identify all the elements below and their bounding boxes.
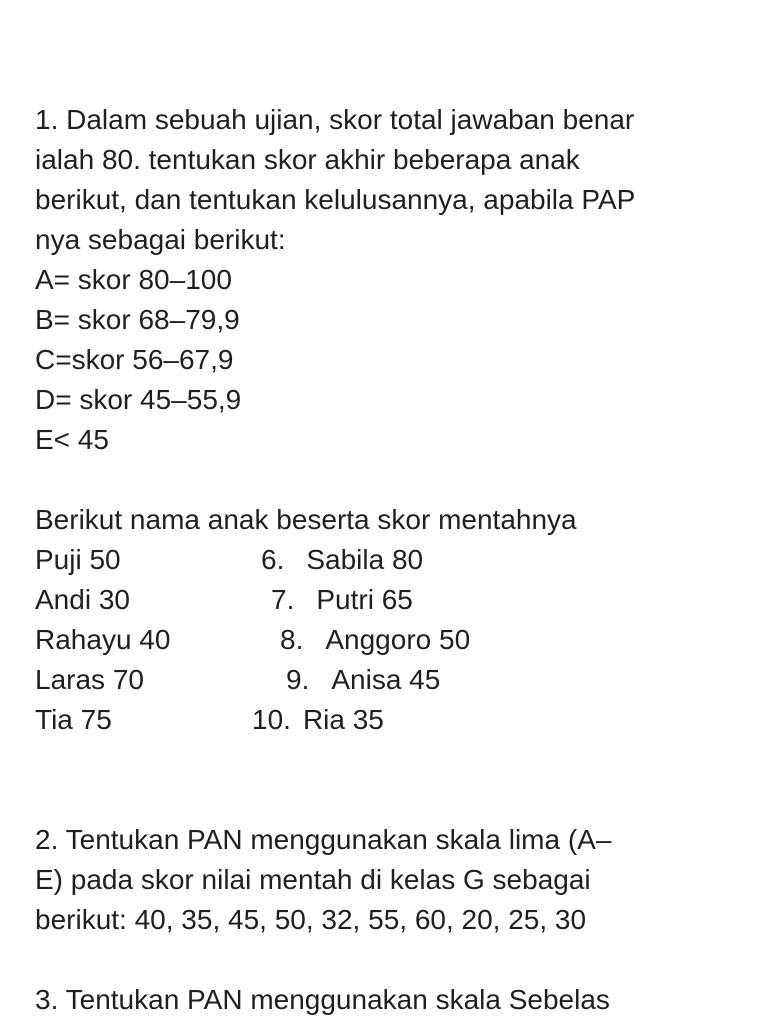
question-1-text-line: ialah 80. tentukan skor akhir beberapa anak [35, 144, 580, 175]
student-number: 6. [261, 544, 285, 575]
student-row [35, 620, 735, 660]
grade-e: E< 45 [35, 424, 109, 455]
grade-b: B= skor 68–79,9 [35, 304, 240, 335]
student-number: 7. [271, 584, 295, 615]
student-entry [286, 660, 440, 700]
student-number: 10. [252, 704, 291, 735]
student-entry [280, 620, 470, 660]
grade-d: D= skor 45–55,9 [35, 384, 242, 415]
student-entry [252, 700, 384, 740]
grade-a: A= skor 80–100 [35, 264, 232, 295]
question-2 [35, 820, 735, 940]
student-entry [261, 540, 423, 580]
student-entry: Tia 75 [35, 704, 112, 735]
student-entry: Andi 30 [35, 584, 130, 615]
question-3-text-line: 3. Tentukan PAN menggunakan skala Sebelas [35, 984, 610, 1015]
question-1 [35, 100, 735, 740]
question-1-text-line: berikut, dan tentukan kelulusannya, apabila PAP [35, 184, 636, 215]
question-2-text-line: berikut: 40, 35, 45, 50, 32, 55, 60, 20, 25, 30 [35, 904, 587, 935]
student-name-score: Ria 35 [302, 704, 384, 735]
student-name-score: Sabila 80 [306, 544, 424, 575]
student-entry: Puji 50 [35, 544, 121, 575]
student-name-score: Putri 65 [316, 584, 413, 615]
student-number: 8. [280, 624, 304, 655]
student-entry [271, 580, 413, 620]
question-1-text-line: 1. Dalam sebuah ujian, skor total jawaban benar [35, 104, 635, 135]
document-body [35, 100, 735, 1020]
students-heading: Berikut nama anak beserta skor mentahnya [35, 504, 577, 535]
question-2-text-line: E) pada skor nilai mentah di kelas G sebagai [35, 864, 591, 895]
student-name-score: Anggoro 50 [325, 624, 471, 655]
question-3 [35, 980, 735, 1020]
student-row [35, 540, 735, 580]
student-list [35, 540, 735, 740]
student-entry: Rahayu 40 [35, 624, 171, 655]
student-row [35, 580, 735, 620]
student-number: 9. [286, 664, 310, 695]
student-row [35, 700, 735, 740]
student-entry: Laras 70 [35, 664, 144, 695]
question-2-text-line: 2. Tentukan PAN menggunakan skala lima (A– [35, 824, 612, 855]
student-name-score: Anisa 45 [331, 664, 441, 695]
grade-c: C=skor 56–67,9 [35, 344, 234, 375]
student-row [35, 660, 735, 700]
grade-scale-list [35, 260, 735, 460]
question-1-text-line: nya sebagai berikut: [35, 224, 286, 255]
